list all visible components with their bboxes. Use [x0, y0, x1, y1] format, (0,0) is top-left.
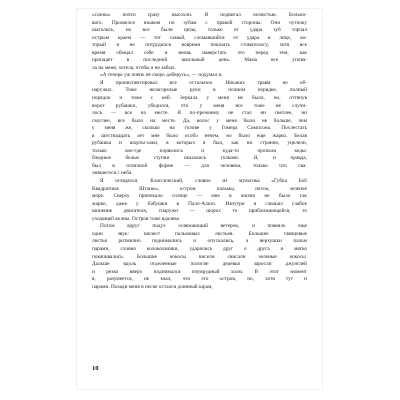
text-line: рубашка и шорты-хаки, в которых я был, как ни странно, уцелели, — [92, 140, 307, 147]
text-line: уходящей волны. Остров тоже вдалеке. — [92, 215, 181, 222]
text-line: наружил. Тоже незагорелые руки в полном порядке, полный — [92, 87, 307, 94]
text-line: смуглее, все было на месте. Да, волос у меня было не больше, чем — [92, 117, 307, 124]
text-line: порядок и тоже с кей. Зеркала у меня не было, но, оттянув — [92, 95, 307, 102]
text-line: лось — все на месте. Я по-прежнему не стал ни светлее, ни — [92, 110, 307, 117]
text-line: Квадратные Штаны», остров: пальмы, песок, зеленое — [92, 185, 307, 192]
text-line: Дальше вдоль отделенные пологие деревья заросли джунглей — [92, 261, 307, 268]
text-line: шипение двигателя, снаружи — шорох то приближающейся, то — [92, 208, 307, 215]
text-line: море. Сверху припекало солнце — мне в жизни не было так — [92, 193, 307, 200]
text-line: ла на меня, хотела, чтобы я не забыл. — [92, 64, 176, 71]
text-line: я, разумеется, не знал, что это остров, но, хотя тут и — [92, 276, 307, 283]
text-line: «А теперь уж очень не скоро доберусь», — подумал я. — [100, 72, 223, 79]
page-body-text — [92, 12, 307, 291]
text-line: у меня же, сколько на голове у Гомера Симпсона. Похлестать — [92, 125, 307, 132]
text-line: ворот рубашки, убедился, что у меня все тоже не случи- — [92, 102, 307, 109]
book-page — [77, 9, 322, 389]
text-line: Потом вдруг подул освежающий ветерок, и повеяло еще — [100, 223, 307, 230]
text-line: Я огляделся. Классический, словно из мультика «Губка Боб — [100, 178, 307, 185]
text-line: был в отличной форме — для человека, только что сва- — [92, 162, 307, 169]
text-line: жарко, даже у бабушки в Пало-Альто. Изнутри я слышал слабое — [92, 200, 307, 207]
text-line: время обещал себе и вновь наверстать это перед тем, как — [92, 49, 307, 56]
text-line: и резко вверх поднимался изумрудный холм. В этот момент — [92, 268, 307, 275]
text-line: в шестнадцать лет мне было особо нечем, но было еще жарко. Белая — [92, 132, 307, 139]
text-line: торый я не потрудился вовремя показать стоматологу, хотя все — [92, 42, 307, 49]
text-line: листья ритмично поднимались и опускались, а верхушки пальм — [92, 238, 307, 245]
text-line: лившегося с неба. — [92, 170, 133, 177]
text-line: пропадет в последний школьный день. Мама все упова- — [92, 57, 307, 64]
text-line: острым краем — тот самый, сломавшийся от удара в лицо, ко- — [92, 34, 307, 41]
text-line: покачивались. Большие кокосы висели свисали зеленые кокосы. — [92, 253, 307, 260]
text-line: парами, словно колокольчики, ударялись друг о друга и мягко — [92, 245, 307, 252]
text-line: один звук: шелест пальмовых листьев. Большие глянцевые — [92, 230, 307, 237]
text-line: «слезы» почти сразу высохли. Я подвигал челюстью. Больно- — [92, 12, 307, 18]
text-line: бледные белые ступни оказались голыми. Я, и правда, — [92, 155, 307, 162]
text-line: вато. Прошелся языком по зубам с правой стороны. Они чуточку — [92, 19, 307, 26]
text-line: парами. Позади меня в песке остался длинный шрам, — [92, 283, 213, 290]
page-number: 10 — [92, 365, 99, 372]
text-line: только кое-где порвались и куда-то пропали кеды: — [92, 147, 307, 154]
text-line: шатались, но все были целы, только от удара зуб торчал — [92, 27, 307, 34]
text-line: Я проинспектировал все остальное. Никаких травм не об- — [100, 79, 307, 86]
